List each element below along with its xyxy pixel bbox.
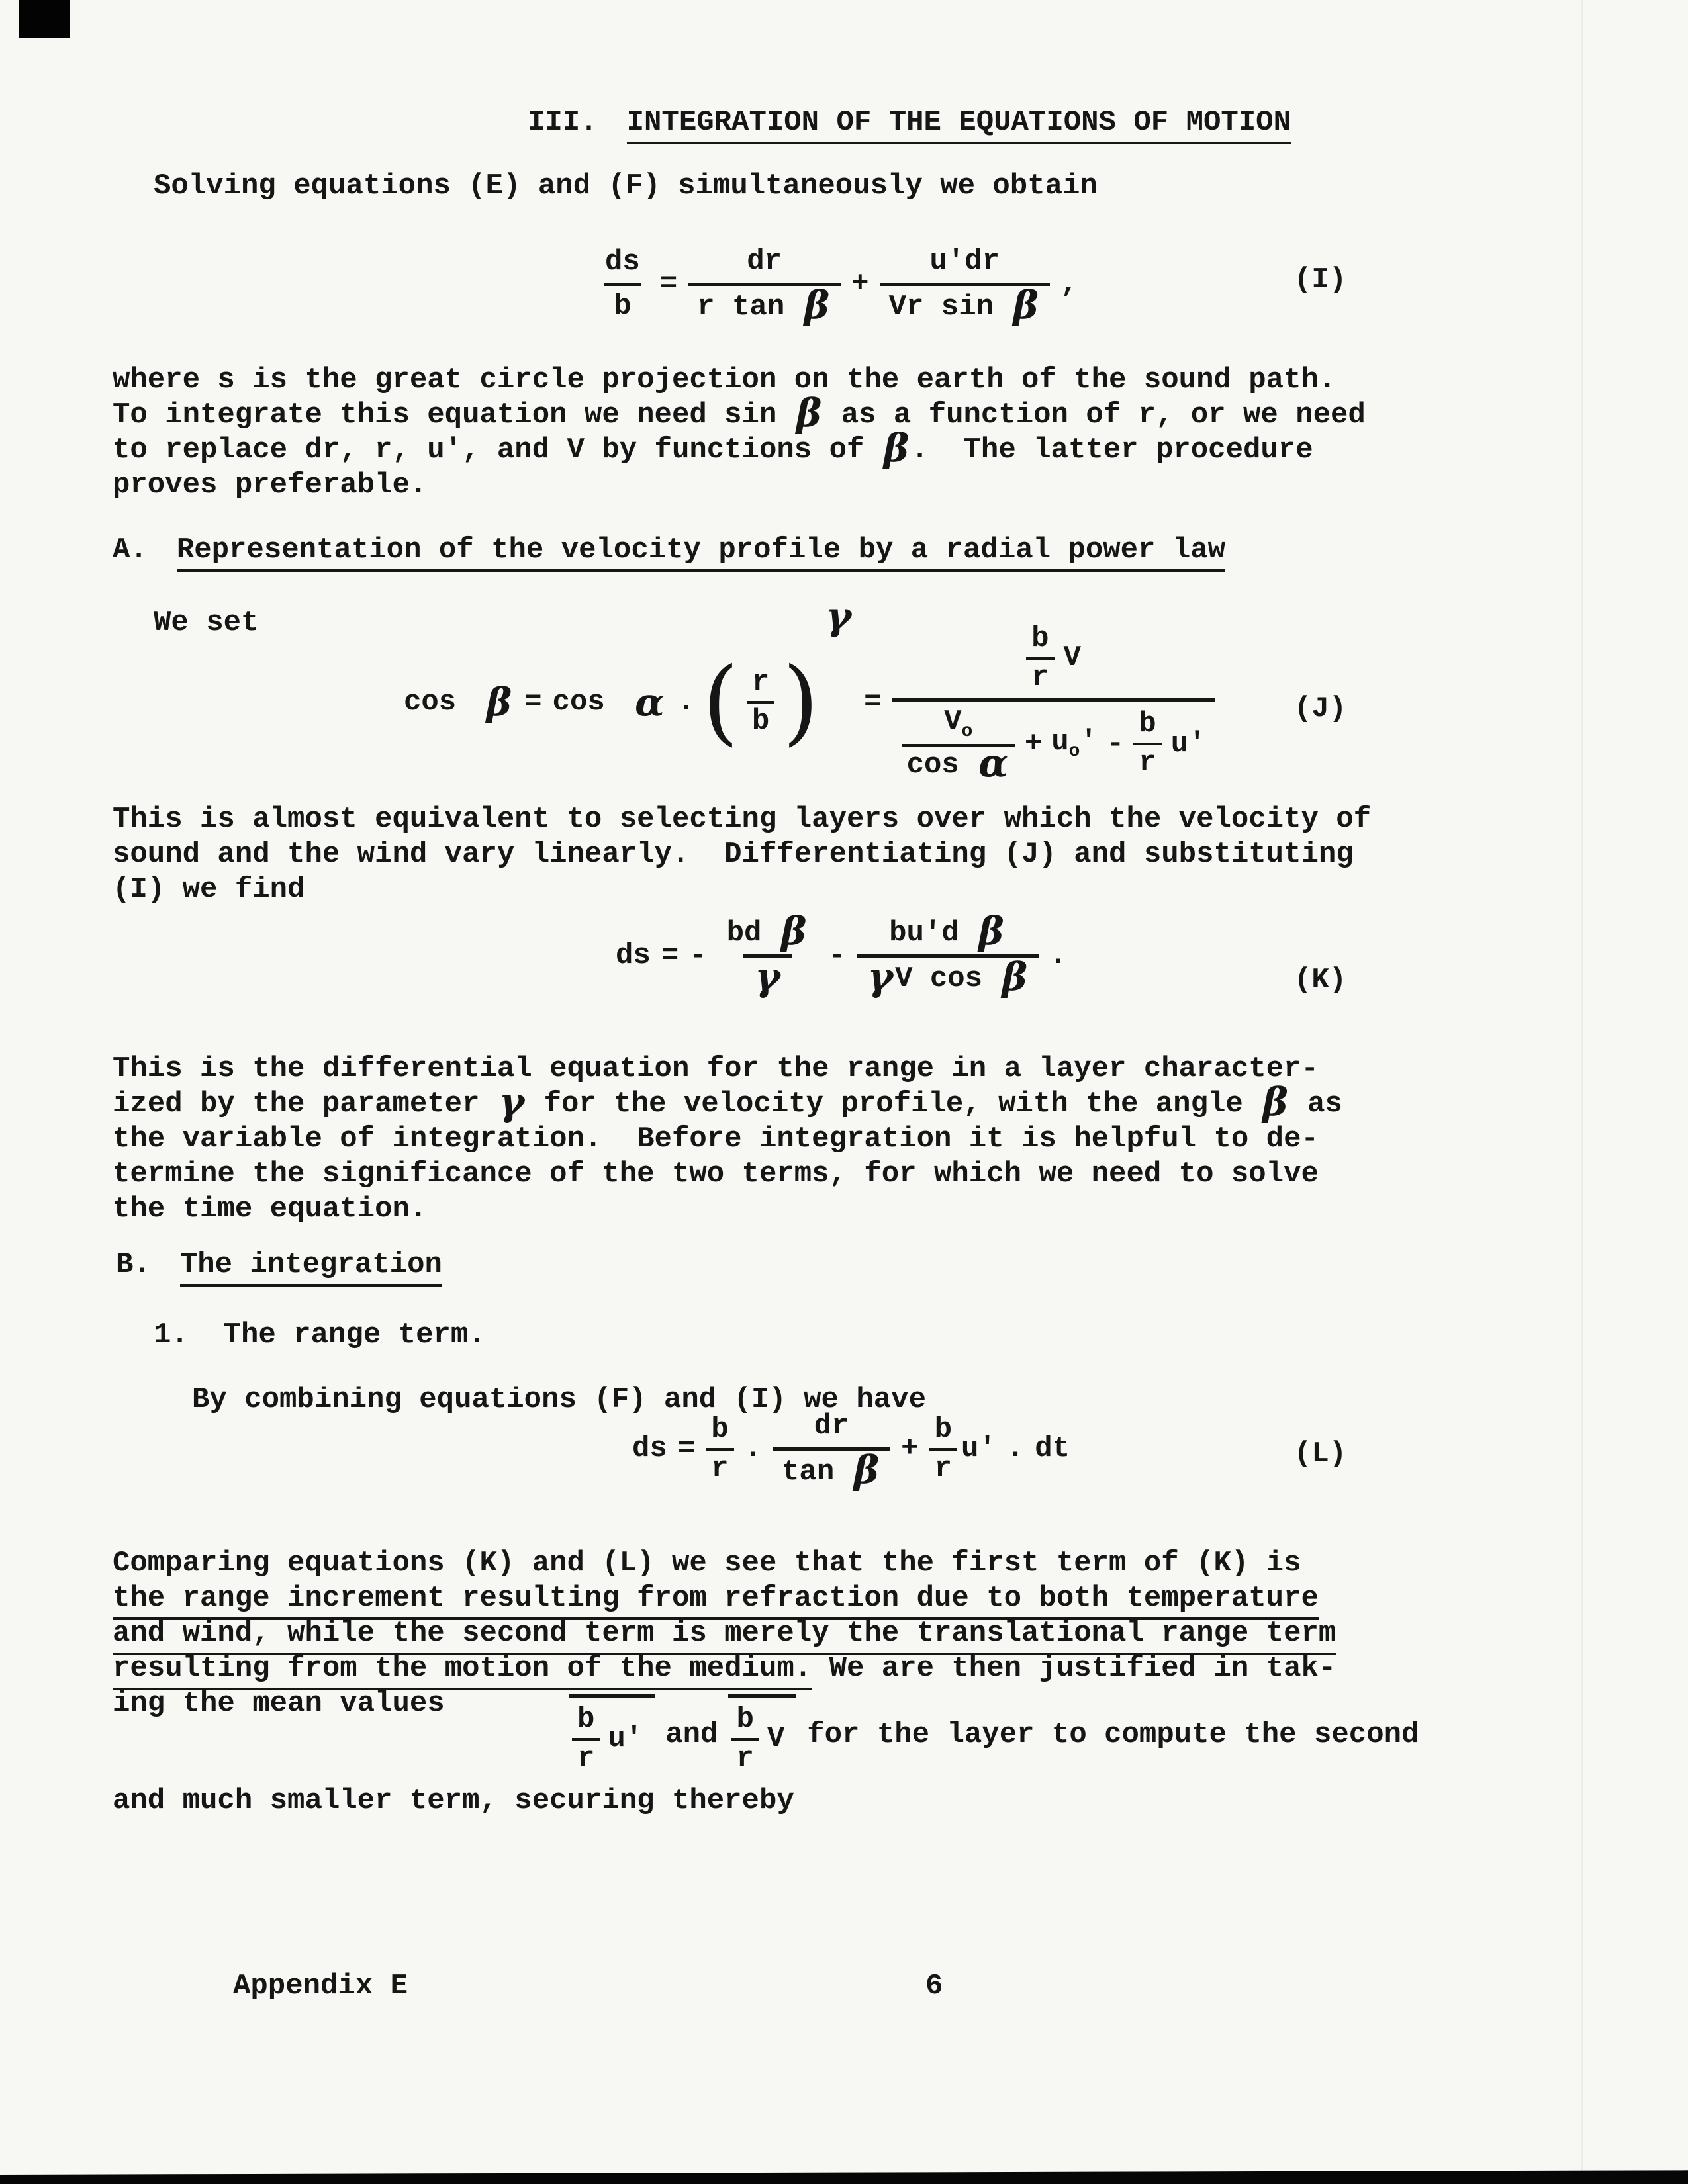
scan-artifact-corner bbox=[19, 0, 70, 38]
equation-J-label: (J) bbox=[1294, 692, 1347, 725]
equals-sign: = bbox=[677, 1432, 696, 1466]
paragraph-line: sound and the wind vary linearly. Differentiating (J) and substituting bbox=[113, 838, 1354, 871]
equation-K-label: (K) bbox=[1294, 964, 1347, 997]
paragraph-line: proves preferable. bbox=[113, 469, 428, 502]
title-number: III. bbox=[528, 106, 598, 139]
beta-symbol: β bbox=[1002, 954, 1028, 999]
paragraph-line: ing the mean values bbox=[113, 1687, 445, 1720]
plus-sign: + bbox=[901, 1432, 919, 1466]
beta-symbol: β bbox=[1013, 282, 1039, 328]
gamma-symbol: γ bbox=[825, 594, 852, 639]
paragraph-line: (I) we find bbox=[113, 873, 305, 906]
equation-L-label: (L) bbox=[1294, 1437, 1347, 1471]
eqI-term1-fraction: $\frac{dr}{\text{r tan β}}$ bbox=[688, 244, 841, 325]
paragraph-line: termine the significance of the two terms, for which we need to solve bbox=[113, 1158, 1319, 1191]
scan-artifact-streak bbox=[1581, 0, 1583, 2184]
section-b-number: B. bbox=[116, 1248, 151, 1281]
mean-values-expression: $\frac{b}{r}$ u' and $\frac{b}{r}$ V for the layer to compute the second bbox=[569, 1694, 1419, 1775]
paragraph-line: This is the differential equation for the range in a layer character- bbox=[113, 1052, 1319, 1085]
footer-appendix: Appendix E bbox=[233, 1970, 408, 2003]
eqJ-numerator: $\frac{b}{r}$ V bbox=[1017, 621, 1090, 698]
title-text: INTEGRATION OF THE EQUATIONS OF MOTION bbox=[627, 106, 1291, 144]
b-over-r-fraction: $\frac{b}{r}$ bbox=[731, 1703, 759, 1775]
paragraph-line: to replace dr, r, u', and V by functions of β. The latter procedure bbox=[113, 426, 1313, 471]
paragraph-line-underlined: the range increment resulting from refraction due to both temperature bbox=[113, 1581, 1336, 1616]
equals-sign: = bbox=[524, 685, 542, 719]
multiplication-dot: . bbox=[1006, 1432, 1025, 1466]
gamma-symbol: γ bbox=[755, 954, 780, 999]
paragraph-line: the variable of integration. Before integration it is helpful to de- bbox=[113, 1122, 1319, 1156]
equation-I bbox=[596, 244, 1078, 328]
mean-b-over-r-u: $\frac{b}{r}$ u' bbox=[569, 1694, 655, 1775]
b-over-r-fraction: $\frac{b}{r}$ bbox=[572, 1703, 600, 1775]
paragraph-where bbox=[113, 363, 1366, 503]
eqJ-paren-fraction: $\frac{r}{b}$ bbox=[747, 666, 774, 738]
b-over-r-fraction: $\frac{b}{r}$ bbox=[706, 1413, 733, 1485]
section-a-number: A. bbox=[113, 533, 148, 567]
section-b-heading bbox=[116, 1248, 442, 1287]
eqJ-main-fraction bbox=[892, 621, 1215, 784]
gamma-exponent bbox=[824, 594, 853, 639]
combining-line: By combining equations (F) and (I) we have bbox=[192, 1383, 926, 1416]
paragraph-differential bbox=[113, 1052, 1342, 1227]
beta-symbol: β bbox=[796, 390, 822, 435]
gamma-symbol: γ bbox=[498, 1079, 525, 1124]
gamma-symbol: γ bbox=[867, 954, 894, 999]
eqL-dr-fraction: $\frac{dr}{\text{tan β}}$ bbox=[773, 1408, 890, 1490]
b-over-r-fraction: $\frac{b}{r}$ bbox=[929, 1413, 957, 1485]
we-set-line: We set bbox=[154, 606, 259, 639]
section-a-heading bbox=[113, 533, 1225, 572]
comma: , bbox=[1060, 267, 1078, 301]
plus-sign: + bbox=[851, 267, 869, 301]
paragraph-equivalent bbox=[113, 802, 1371, 907]
paragraph-line: To integrate this equation we need sin β as a function of r, or we need bbox=[113, 390, 1366, 435]
eqK-term1-fraction: $\frac{\text{bd β}}{\gamma}$ bbox=[718, 915, 818, 997]
paragraph-line: the time equation. bbox=[113, 1193, 428, 1226]
intro-line: Solving equations (E) and (F) simultaneously we obtain bbox=[154, 169, 1098, 203]
eqI-term2-fraction: $\frac{u'dr}{\text{Vr sin β}}$ bbox=[880, 244, 1050, 325]
Vo-over-cos-alpha-fraction: $\frac{V_o}{\text{cos α}}$ bbox=[902, 705, 1015, 782]
footer-page-number: 6 bbox=[925, 1970, 943, 2003]
plus-sign: + bbox=[1024, 727, 1043, 760]
paragraph-line: This is almost equivalent to selecting layers over which the velocity of bbox=[113, 803, 1372, 836]
minus-sign: - bbox=[1106, 727, 1125, 760]
minus-sign: - bbox=[828, 938, 846, 972]
alpha-symbol: α bbox=[978, 741, 1008, 786]
page-title bbox=[528, 106, 1291, 144]
section-b-title: The integration bbox=[180, 1248, 442, 1287]
alpha-symbol: α bbox=[635, 679, 665, 725]
multiplication-dot: . bbox=[744, 1432, 763, 1466]
equation-K: ds = - $\frac{\text{bd β}}{\gamma}$ - $\frac{\text{bu'd β}}{\text{γV cos β}}$ . bbox=[616, 909, 1067, 999]
multiplication-dot: . bbox=[677, 685, 695, 719]
paragraph-line-underlined: and wind, while the second term is merely the translational range term bbox=[113, 1616, 1336, 1651]
mean-b-over-r-V: $\frac{b}{r}$ V bbox=[728, 1694, 796, 1775]
section-a-title: Representation of the velocity profile by a radial power law bbox=[177, 533, 1225, 572]
u-o-prime: $u_o'$ bbox=[1051, 725, 1098, 762]
item-range-term: 1. The range term. bbox=[154, 1318, 486, 1351]
equals-sign: = bbox=[864, 685, 882, 719]
equation-J: cos β = cos α . ( $\frac{r}{b}$ ) γ = $\frac{b}{r}$ V $\frac{V_o}{\text{cos α}}$ + $u_o'$ - $\frac{b}{r}$ u' bbox=[404, 621, 1215, 784]
b-over-r-fraction: $\frac{b}{r}$ bbox=[1026, 622, 1054, 694]
beta-symbol: β bbox=[883, 426, 910, 471]
minus-sign: - bbox=[689, 938, 707, 972]
beta-symbol: β bbox=[780, 909, 807, 954]
b-over-r-fraction: $\frac{b}{r}$ bbox=[1133, 707, 1161, 780]
period: . bbox=[1049, 938, 1067, 972]
beta-symbol: β bbox=[1262, 1079, 1288, 1124]
beta-symbol: β bbox=[804, 282, 830, 328]
equals-sign: = bbox=[661, 938, 679, 972]
paragraph-line-underlined: resulting from the motion of the medium. We are then justified in tak- bbox=[113, 1651, 1336, 1686]
eqK-term2-fraction: $\frac{\text{bu'd β}}{\text{γV cos β}}$ bbox=[857, 915, 1039, 997]
eqI-lhs-fraction: $\frac{ds}{b}$ bbox=[596, 244, 649, 325]
scan-artifact-bottom-bar bbox=[0, 2170, 1688, 2184]
equation-I-label: (I) bbox=[1294, 263, 1347, 296]
beta-symbol: β bbox=[853, 1447, 880, 1492]
paragraph-line: ized by the parameter γ for the velocity profile, with the angle β as bbox=[113, 1079, 1342, 1124]
paragraph-line: where s is the great circle projection on the earth of the sound path. bbox=[113, 363, 1336, 396]
beta-symbol: β bbox=[486, 679, 512, 725]
paragraph-line: Comparing equations (K) and (L) we see that the first term of (K) is bbox=[113, 1547, 1301, 1580]
eqJ-denominator: $\frac{V_o}{\text{cos α}}$ + $u_o'$ - $\frac{b}{r}$ u' bbox=[892, 698, 1215, 784]
closing-line: and much smaller term, securing thereby bbox=[113, 1784, 794, 1817]
mean-values-tail: for the layer to compute the second bbox=[807, 1717, 1419, 1751]
equals-sign: = bbox=[659, 267, 678, 301]
beta-symbol: β bbox=[978, 909, 1004, 954]
equation-L: ds = $\frac{b}{r}$ . $\frac{dr}{\text{tan β}}$ + $\frac{b}{r}$ u' . dt bbox=[632, 1410, 1070, 1492]
